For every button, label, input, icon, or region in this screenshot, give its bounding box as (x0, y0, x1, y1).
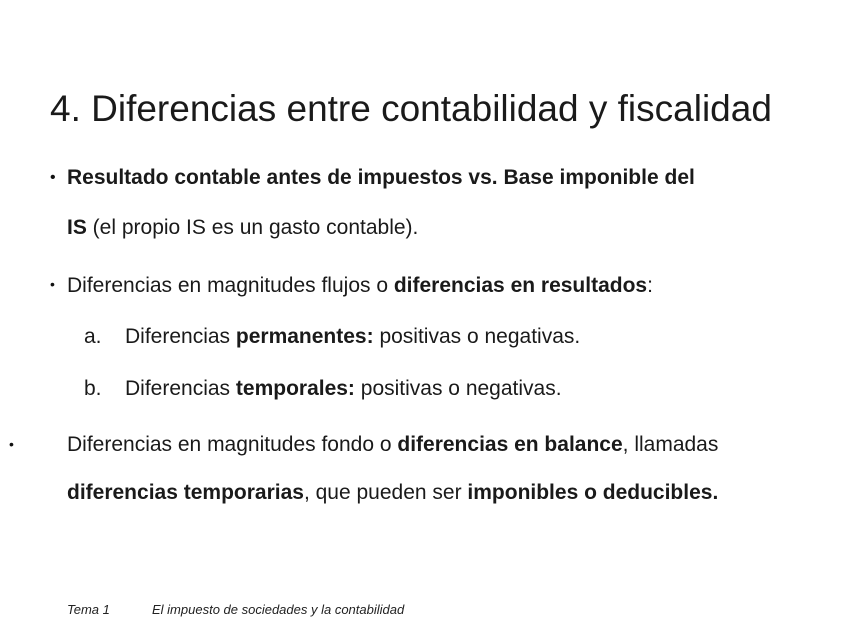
bullet-1-bold-text: Resultado contable antes de impuestos vs. Base imponible del (67, 166, 695, 189)
bullet-3-text-3: , que pueden ser (303, 481, 468, 504)
sub-item-b-marker: b. (84, 377, 102, 400)
sub-item-b-bold: temporales: (235, 377, 355, 400)
bullet-2-text: Diferencias en magnitudes flujos o (67, 274, 394, 297)
bullet-2-marker: • (50, 276, 55, 292)
bullet-1-line-1 (67, 166, 695, 190)
bullet-1-is-label: IS (67, 216, 87, 239)
sub-item-b-rest: positivas o negativas. (354, 377, 562, 400)
bullet-2-bold: diferencias en resultados (393, 274, 648, 297)
sub-item-a (125, 325, 580, 349)
sub-item-b (125, 377, 562, 401)
bullet-3-text-2: , llamadas (622, 433, 719, 456)
bullet-3-line-1 (67, 433, 718, 457)
sub-item-a-rest: positivas o negativas. (373, 325, 581, 348)
bullet-3-line-2 (67, 481, 718, 505)
bullet-3-marker: • (9, 436, 14, 452)
bullet-3-bold-1: diferencias en balance (397, 433, 623, 456)
bullet-1-note: (el propio IS es un gasto contable). (86, 216, 419, 239)
sub-item-a-bold: permanentes: (235, 325, 374, 348)
bullet-2-line (67, 274, 653, 298)
bullet-1-line-2 (67, 216, 418, 240)
bullet-2-colon: : (647, 274, 653, 297)
bullet-3-bold-3: imponibles o deducibles. (467, 481, 719, 504)
sub-item-a-marker: a. (84, 325, 102, 348)
bullet-1-marker: • (50, 169, 56, 186)
bullet-3-text: Diferencias en magnitudes fondo o (67, 433, 398, 456)
sub-item-b-text: Diferencias (125, 377, 236, 400)
footer-subject: El impuesto de sociedades y la contabilidad (152, 602, 405, 617)
bullet-3-bold-2: diferencias temporarias (67, 481, 304, 504)
sub-item-a-text: Diferencias (125, 325, 236, 348)
footer-topic: Tema 1 (67, 602, 110, 617)
slide-title: 4. Diferencias entre contabilidad y fiscalidad (50, 88, 772, 129)
